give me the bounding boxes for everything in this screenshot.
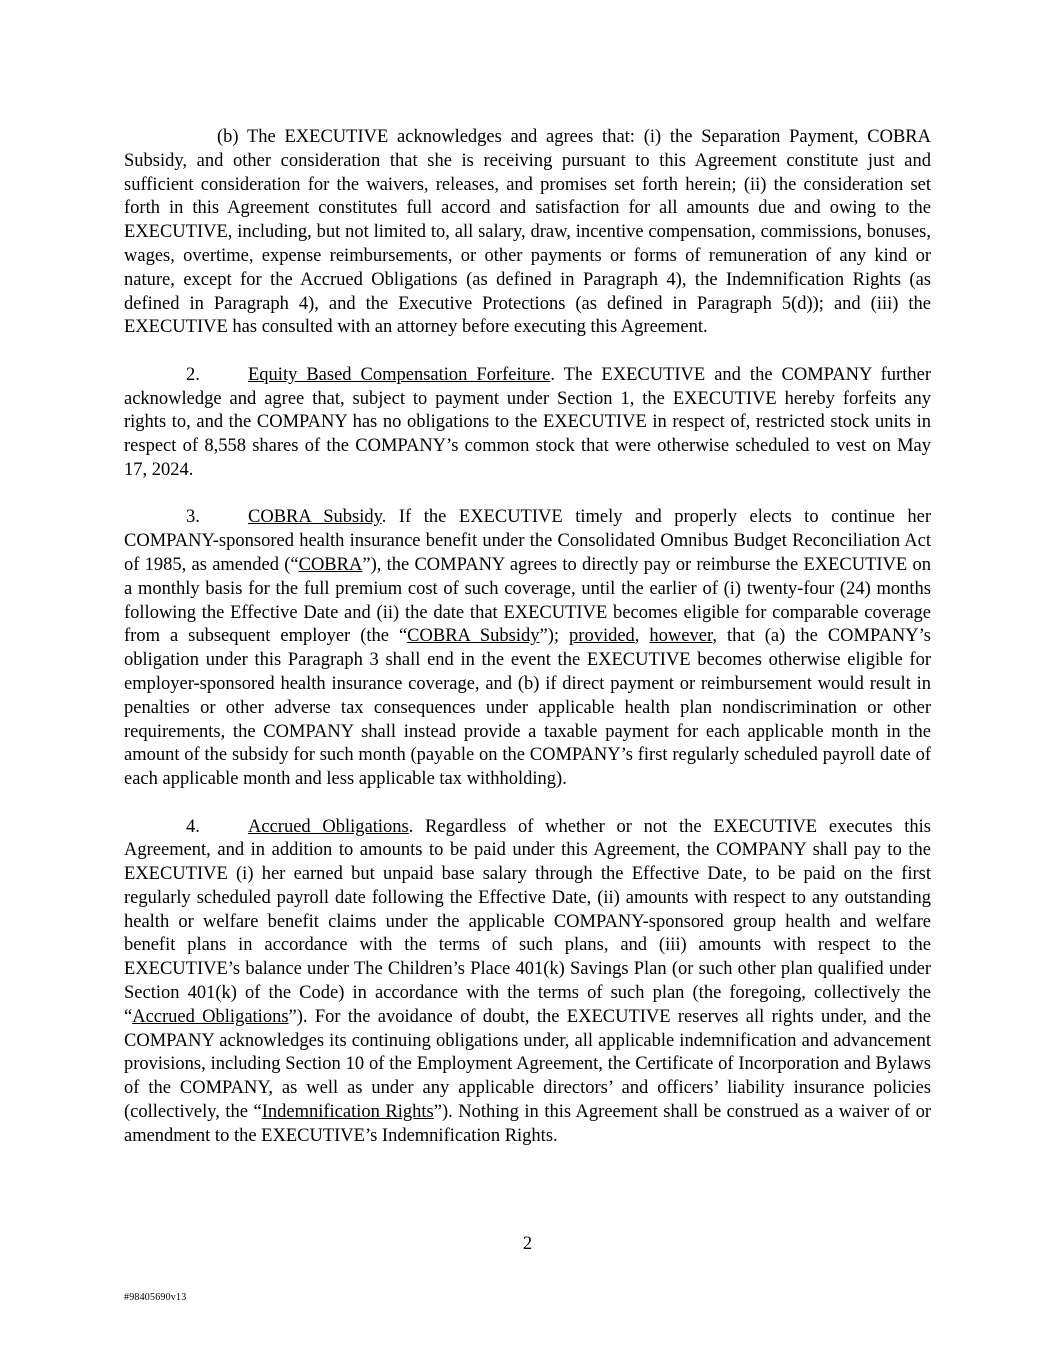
section-2-body: . The EXECUTIVE and the COMPANY further acknowledge and agree that, subject to payment under Section 1, the EXECUTIVE hereby forfeits any rights to, and the COMPANY has no obligations to the EXECUTIVE in respect of, restricted stock units in respect of 8,558 shares of the COMPANY’s common stock that were otherwise scheduled to vest on May 17, 2024. xyxy=(124,364,931,480)
section-3-body-part: , that (a) the COMPANY’s obligation under this Paragraph 3 shall end in the event the EXECUTIVE becomes otherwise eligible for employer-sponsored health insurance coverage, and (b) if direct payment or reimbursement would result in penalties or other adverse tax consequences under applicable health plan nondiscrimination or other requirements, the COMPANY shall instead provide a taxable payment for each applicable month in the amount of the subsidy for such month (payable on the COMPANY’s first regularly scheduled payroll date of each applicable month and less applicable tax withholding). xyxy=(124,626,931,790)
section-3-paragraph xyxy=(124,506,931,792)
term-however: however xyxy=(649,626,713,647)
defined-term-accrued-obligations: Accrued Obligations xyxy=(132,1006,289,1027)
section-4-number: 4. xyxy=(186,816,200,837)
section-3-number: 3. xyxy=(186,507,200,528)
section-3-body-part: , xyxy=(634,626,650,647)
section-4-body-part: . Regardless of whether or not the EXECUTIVE executes this Agreement, and in addition to amounts to be paid under this Agreement, the COMPANY shall pay to the EXECUTIVE (i) her earned but unpaid base salary through the Effective Date, to be paid on the first regularly scheduled payroll date following the Effective Date, (ii) amounts with respect to any outstanding health or welfare benefit claims under the applicable COMPANY-sponsored group health and welfare benefit plans in accordance with the terms of such plans, and (iii) amounts with respect to the EXECUTIVE’s balance under The Children’s Place 401(k) Savings Plan (or such other plan qualified under Section 401(k) of the Code) in accordance with the terms of such plan (the foregoing, collectively the “ xyxy=(124,816,931,1027)
paragraph-1b xyxy=(124,126,931,340)
page-number: 2 xyxy=(522,1234,533,1254)
section-2-paragraph xyxy=(124,364,931,483)
section-4-paragraph xyxy=(124,816,931,1149)
defined-term-cobra-subsidy: COBRA Subsidy xyxy=(407,626,540,647)
section-3-body-part: ”); xyxy=(539,626,570,647)
paragraph-1b-text: (b) The EXECUTIVE acknowledges and agrees that: (i) the Separation Payment, COBRA Subsidy, and other consideration that she is receiving pursuant to this Agreement constitute just and sufficient consideration for the waivers, releases, and promises set forth herein; (ii) the consideration set forth in this Agreement constitutes full accord and satisfaction for all amounts due and owing to the EXECUTIVE, including, but not limited to, all salary, draw, incentive compensation, commissions, bonuses, wages, overtime, expense reimbursements, or other payments or forms of remuneration of any kind or nature, except for the Accrued Obligations (as defined in Paragraph 4), the Indemnification Rights (as defined in Paragraph 4), and the Executive Protections (as defined in Paragraph 5(d)); and (iii) the EXECUTIVE has consulted with an attorney before executing this Agreement. xyxy=(124,127,931,338)
section-4-body-part: ”). Nothing in this Agreement shall be construed as a waiver of or amendment to the EXECUTIVE’s Indemnification Rights. xyxy=(124,1102,931,1146)
section-3-body-part: . If the EXECUTIVE timely and properly elects to continue her COMPANY-sponsored health insurance benefit under the Consolidated Omnibus Budget Reconciliation Act of 1985, as amended (“ xyxy=(124,507,931,575)
defined-term-cobra: COBRA xyxy=(298,554,363,575)
section-2-number: 2. xyxy=(186,364,200,385)
section-4-body-part: ”). For the avoidance of doubt, the EXECUTIVE reserves all rights under, and the COMPANY acknowledges its continuing obligations under, all applicable indemnification and advancement provisions, including Section 10 of the Employment Agreement, the Certificate of Incorporation and Bylaws of the COMPANY, as well as under any applicable directors’ and officers’ liability insurance policies (collectively, the “ xyxy=(124,1006,931,1123)
term-provided: provided xyxy=(569,626,635,647)
defined-term-indemnification-rights: Indemnification Rights xyxy=(261,1102,434,1123)
section-3-heading: COBRA Subsidy xyxy=(248,507,382,528)
section-4-heading: Accrued Obligations xyxy=(248,816,409,837)
section-3-body-part: ”), the COMPANY agrees to directly pay or reimburse the EXECUTIVE on a monthly basis for the full premium cost of such coverage, until the earlier of (i) twenty-four (24) months following the Effective Date and (ii) the date that EXECUTIVE becomes eligible for comparable coverage from a subsequent employer (the “ xyxy=(124,554,931,647)
section-2-heading: Equity Based Compensation Forfeiture xyxy=(248,364,551,385)
document-page xyxy=(124,126,931,1172)
document-id: #98405690v13 xyxy=(124,1292,187,1303)
